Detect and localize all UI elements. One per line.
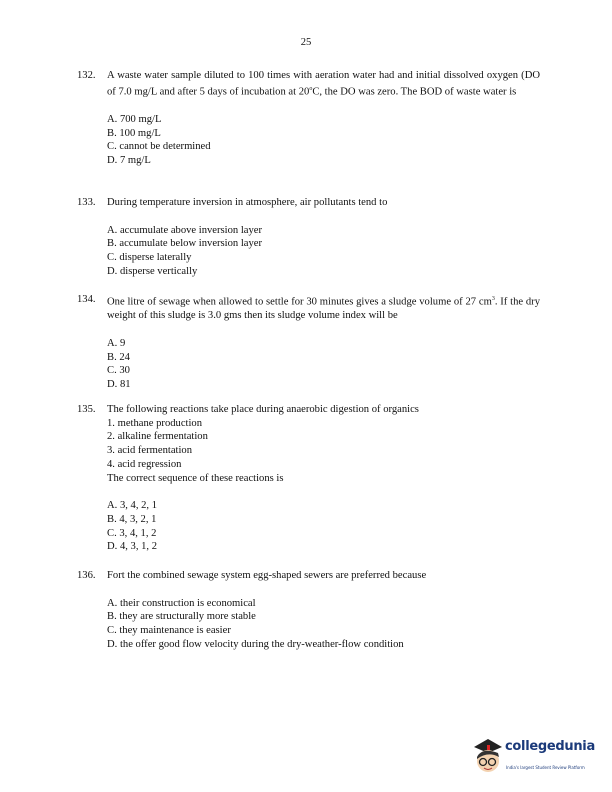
option-a: A. their construction is economical [107, 597, 256, 609]
brand-name: collegedunia [505, 739, 595, 754]
question-number: 135. [77, 404, 96, 415]
option-b: B. accumulate below inversion layer [107, 238, 263, 250]
option-d: D. 7 mg/L [107, 155, 151, 167]
option-c: C. cannot be determined [107, 141, 211, 153]
question-number: 132. [77, 70, 96, 81]
question-stem: A waste water sample diluted to 100 times with aeration water had and initial dissolved oxygen (DO of 7.0 mg/L and after 5 days of incubation at 20$^o$C, the DO was zero. The BOD of waste water is [107, 70, 540, 98]
question-number: 136. [77, 570, 96, 581]
option-b: B. 4, 3, 2, 1 [107, 513, 157, 525]
option-d: D. the offer good flow velocity during the dry-weather-flow condition [107, 638, 404, 650]
question-stem-end: The correct sequence of these reactions is [107, 472, 284, 484]
mascot-icon [470, 737, 504, 777]
question-stem: During temperature inversion in atmosphere, air pollutants tend to [107, 197, 388, 208]
question-stem: The following reactions take place during anaerobic digestion of organics [107, 404, 419, 415]
option-d: D. 81 [107, 379, 131, 391]
reaction-item: 2. alkaline fermentation [107, 431, 208, 443]
question-134 [77, 293, 540, 392]
option-d: D. 4, 3, 1, 2 [107, 541, 158, 553]
reaction-item: 3. acid fermentation [107, 445, 193, 457]
question-stem: Fort the combined sewage system egg-shaped sewers are preferred because [107, 570, 427, 581]
option-b: B. 100 mg/L [107, 127, 161, 139]
option-b: B. 24 [107, 351, 130, 363]
reaction-item: 4. acid regression [107, 458, 182, 470]
option-a: A. accumulate above inversion layer [107, 224, 263, 236]
question-132 [77, 69, 540, 168]
question-133 [77, 196, 540, 279]
option-c: C. 3, 4, 1, 2 [107, 527, 157, 539]
question-stem: One litre of sewage when allowed to settle for 30 minutes gives a sludge volume of 27 $cm^3$. If the dry weight of this sludge is 3.0 gms then its sludge volume index will be [107, 296, 540, 322]
option-c: C. they maintenance is easier [107, 625, 231, 637]
option-a: A. 9 [107, 337, 126, 349]
option-c: C. 30 [107, 365, 130, 377]
option-c: C. disperse laterally [107, 252, 192, 264]
brand-tagline: India's largest Student Review Platform [506, 765, 585, 770]
option-d: D. disperse vertically [107, 265, 198, 277]
option-a: A. 700 mg/L [107, 113, 162, 125]
collegedunia-logo [470, 737, 610, 777]
question-number: 134. [77, 294, 96, 305]
reaction-item: 1. methane production [107, 417, 203, 429]
option-a: A. 3, 4, 2, 1 [107, 500, 158, 512]
question-number: 133. [77, 197, 96, 208]
page-number: 25 [300, 37, 312, 48]
question-136 [77, 569, 540, 652]
option-b: B. they are structurally more stable [107, 611, 256, 623]
question-135 [77, 403, 540, 554]
